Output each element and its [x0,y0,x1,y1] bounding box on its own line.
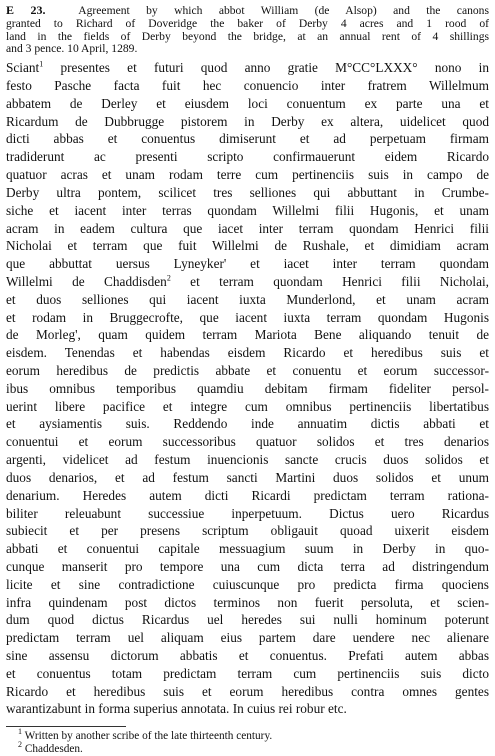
footnote-ref: 2 [166,273,171,283]
text-line: subiecit et per presens scriptum obligauit quoad uixerit eisdem [6,523,489,539]
heading-line: granted to Richard of Doveridge the baker of Derby 4 acres and 1 rood of [6,17,489,30]
text-line: tradiderunt ac presenti scripto confirmauerunt eidem Ricardo [6,149,489,165]
text-line: acram in eadem cultura que iacet inter terram quondam Henrici filii [6,220,489,236]
text-line: ibus omnibus temporibus quamdiu debitam firmam fideliter persol- [6,380,489,396]
text-line: duos denarios, et ad festum sancti Martini duos solidos et unum [6,469,489,485]
text-line: abbatem de Derley et eiusdem loci conuentum ex parte una et [6,95,489,111]
entry-heading [6,4,489,56]
text-line: et duos selliones qui iacent iuxta Munderlond, et unam acram [6,291,489,307]
text-line: festo Pasche facta fuit hec conuencio inter fratrem Willelmum [6,78,489,93]
text-line: Sciant$^1$ presentes et futuri quod anno gratie M°CC°LXXX° nono in [6,59,489,76]
text-line: warantizabunt in forma superius annotata. In cuius rei robur etc. [6,701,347,717]
footnote: $^2$ Chaddesden. [18,740,83,756]
text-line: cunque manserit pro tempore una cum dicta terra ad distringendum [6,558,489,574]
text-line: infra quindenam post dictos terminos non fuerit persoluta, et scien- [6,594,489,610]
text-line: et conuentus totam predictam terram cum pertinenciis suis dicto [6,665,489,681]
text-line: Willelmi de Chaddisden$^2$ et terram quondam Henrici filii Nicholai, [6,273,489,289]
text-line: Ricardum de Dubbrugge pistorem in Derby ex altera, uidelicet quod [6,113,489,129]
text-line: predictam terram uel aliquam eius partem dare uendere nec alienare [6,630,489,646]
text-line: de Morleg', quam quidem terram Mariota Bene aliquando tenuit de [6,327,489,343]
text-line: biliter releuabunt successiue inperpetuum. Dictus uero Ricardus [6,505,489,521]
text-line: Nicholai et terram que fuit Willelmi de Rushale, et dimidiam acram [6,238,489,254]
text-line: uerint libere pacifice et integre cum omnibus pertinenciis libertatibus [6,398,489,414]
text-line: denarium. Heredes autem dicti Ricardi predictam terram rationa- [6,487,489,503]
footnote-divider [6,726,126,727]
text-line: abbati et conuentui capitale messuagium suum in Derby in quo- [6,541,489,557]
text-line: licite et sine contradictione cuiuscunque pro predicta firma quociens [6,576,489,592]
text-line: Derby ultra pontem, scilicet tres selliones qui abbuttant in Crumbe- [6,184,489,200]
text-line: conuentui et eorum successoribus quatuor solidos et tres denarios [6,434,489,450]
text-line: que abbuttat uersus Lyneyker' et iacet inter terram quondam [6,256,489,272]
text-line: quatuor acras et unam rodam terre cum pertinenciis suis in campo de [6,167,489,183]
footnote-mark: 1 [18,727,22,737]
text-line: dicti abbas et conuentus dimiserunt et ad perpetuam firmam [6,131,489,147]
heading-line: and 3 pence. 10 April, 1289. [6,43,138,56]
text-line: Ricardo et heredibus suis et eorum heredibus contra omnes gentes [6,683,489,699]
footnote-ref: 1 [39,59,44,69]
text-line: eorum heredibus de predictis abbate et conuentu et eorum successor- [6,363,489,378]
text-line: eisdem. Tenendas et habendas eisdem Ricardo et heredibus suis et [6,345,489,361]
text-line: siche et iacent inter terras quondam Willelmi filii Hugonis, et unam [6,202,489,218]
footnote: $^1$ Written by another scribe of the late thirteenth century. [18,727,273,743]
text-line: et aysiamentis suis. Reddendo inde annuatim dictis abbati et [6,416,489,432]
text-line: et rodam in Bruggecrofte, que iacent iuxta terram quondam Hugonis [6,309,489,325]
text-line: dum quod dictus Ricardus uel heredes sui nulli hominum poterunt [6,612,489,628]
footnotes [6,727,489,756]
entry-id: E 23. [6,4,46,17]
text-line: sine assensu dictorum abbatis et conuentus. Prefati autem abbas [6,648,489,663]
footnote-mark: 2 [18,740,22,750]
heading-line: land in the fields of Derby beyond the bridge, at an annual rent of 4 shillings [6,30,489,43]
charter-text [6,59,489,718]
heading-line: E 23. Agreement by which abbot William (de Alsop) and the canons [6,4,489,17]
text-line: argenti, videlicet ad festum inuencionis sancte crucis duos solidos et [6,452,489,468]
